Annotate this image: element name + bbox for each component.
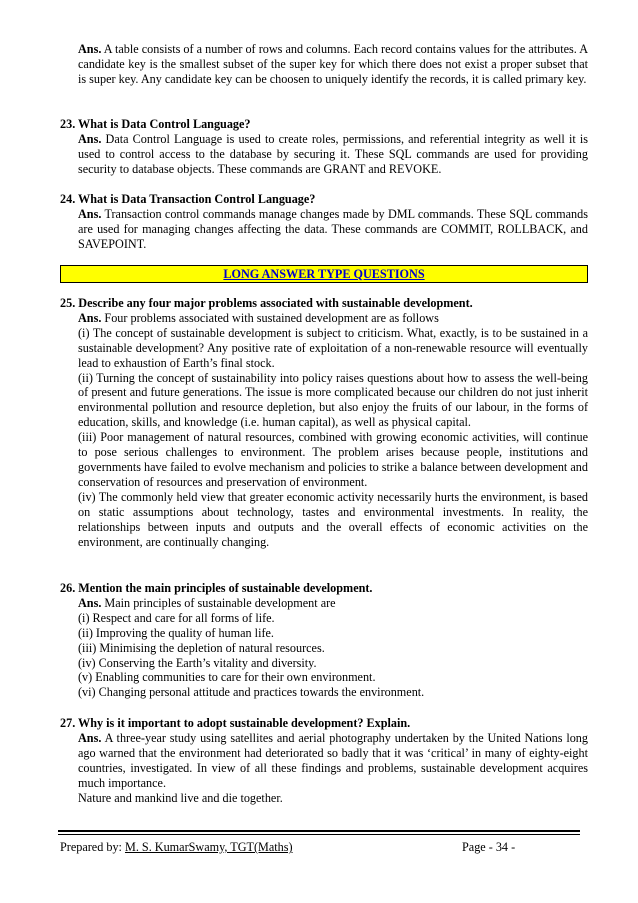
q25-point-3: (iii) Poor management of natural resources, combined with growing economic activities, will continue to pose serious challenges to environment. The problem arises because people, institutions and governments have failed to evolve mechanism and policies to strike a balance between development and conservation of resources and preservation of environment. [78, 430, 588, 489]
q25-point-1: (i) The concept of sustainable development is subject to criticism. What, exactly, is to be sustained in a sustainable development? Any positive rate of exploitation of a non-renewable resource will eventually lead to exhaustion of Earth’s final stock. [78, 325, 588, 370]
q27-block [60, 716, 588, 805]
q22-answer [60, 42, 588, 87]
footer-credit [60, 840, 293, 855]
footer-prepared-by: Prepared by: [60, 840, 125, 854]
q23-ans-text: Data Control Language is used to create roles, permissions, and referential integrity as well it is used to control access to the database by securing it. These SQL commands are used for providing security to database objects. These commands are GRANT and REVOKE. [78, 131, 588, 176]
footer-rule-thin [58, 834, 580, 835]
q26-ans-label: Ans. [78, 595, 102, 610]
q26-block [60, 581, 588, 700]
footer-page-number: Page - 34 - [462, 840, 516, 854]
q22-ans-label: Ans. [78, 42, 102, 56]
q26-answer-intro [60, 596, 588, 611]
q23-ans-label: Ans. [78, 131, 102, 146]
q22-block [60, 42, 588, 87]
q27-extra: Nature and mankind live and die together. [78, 790, 283, 805]
q24-answer [60, 207, 588, 252]
footer-rule-thick [58, 830, 580, 832]
q24-ans-text: Transaction control commands manage changes made by DML commands. These SQL commands are used for managing changes affecting the data. These commands are COMMIT, ROLLBACK, and SAVEPOINT. [78, 206, 588, 251]
q24-block [60, 192, 588, 252]
q27-question: 27. Why is it important to adopt sustainable development? Explain. [60, 716, 411, 730]
q27-ans-label: Ans. [78, 730, 102, 745]
q27-answer [60, 731, 588, 791]
footer-author: M. S. KumarSwamy, TGT(Maths) [124, 840, 293, 854]
q22-ans-text: A table consists of a number of rows and columns. Each record contains values for the attributes. A candidate key is the smallest subset of the super key for which there does not exist a proper subset that is super key. Any candidate key can be choosen to uniquely identify the records, it is called primary key. [78, 42, 588, 86]
q23-answer [60, 132, 588, 177]
q26-point-2: (ii) Improving the quality of human life. [78, 625, 274, 640]
q27-ans-text: A three-year study using satellites and aerial photography undertaken by the United Nations long ago warned that the environment had deteriorated so badly that it was ‘critical’ in many of eighty-eight countries, investigated. In view of all these findings and problems, sustainable development acquires much importance. [78, 730, 588, 790]
q26-point-6: (vi) Changing personal attitude and practices towards the environment. [78, 685, 425, 700]
q26-point-5: (v) Enabling communities to care for their own environment. [78, 670, 376, 685]
q26-ans-intro: Main principles of sustainable development are [101, 595, 336, 610]
q24-question: 24. What is Data Transaction Control Language? [60, 192, 316, 206]
q25-point-2: (ii) Turning the concept of sustainability into policy raises questions about how to assess the well-being of present and future generations. The issue is more complicated because our children do not just inherit environmental pollution and resource depletion, but also enjoy the fruits of our labour, in the forms of education, skills, and knowledge (i.e. human capital), as well as physical capital. [78, 370, 588, 430]
q25-block [60, 296, 588, 549]
q25-ans-label: Ans. [78, 310, 102, 325]
section-banner [60, 265, 588, 283]
q26-point-1: (i) Respect and care for all forms of life. [78, 610, 275, 625]
q24-ans-label: Ans. [78, 206, 102, 221]
q26-point-4: (iv) Conserving the Earth’s vitality and diversity. [78, 655, 317, 670]
q26-point-3: (iii) Minimising the depletion of natural resources. [78, 640, 325, 655]
q26-question: 26. Mention the main principles of sustainable development. [60, 581, 373, 595]
q25-answer-intro [60, 311, 588, 326]
q25-ans-intro: Four problems associated with sustained development are as follows [101, 310, 439, 325]
q23-block [60, 117, 588, 177]
q25-question: 25. Describe any four major problems associated with sustainable development. [60, 296, 473, 310]
section-banner-title: LONG ANSWER TYPE QUESTIONS [223, 267, 425, 281]
q23-question: 23. What is Data Control Language? [60, 117, 251, 131]
q25-point-4: (iv) The commonly held view that greater economic activity necessarily hurts the environment, is based on static assumptions about technology, tastes and environmental investments. In reality, the relationships between inputs and outputs and the overall effects of economic activities on the environment, are continually changing. [78, 489, 588, 549]
